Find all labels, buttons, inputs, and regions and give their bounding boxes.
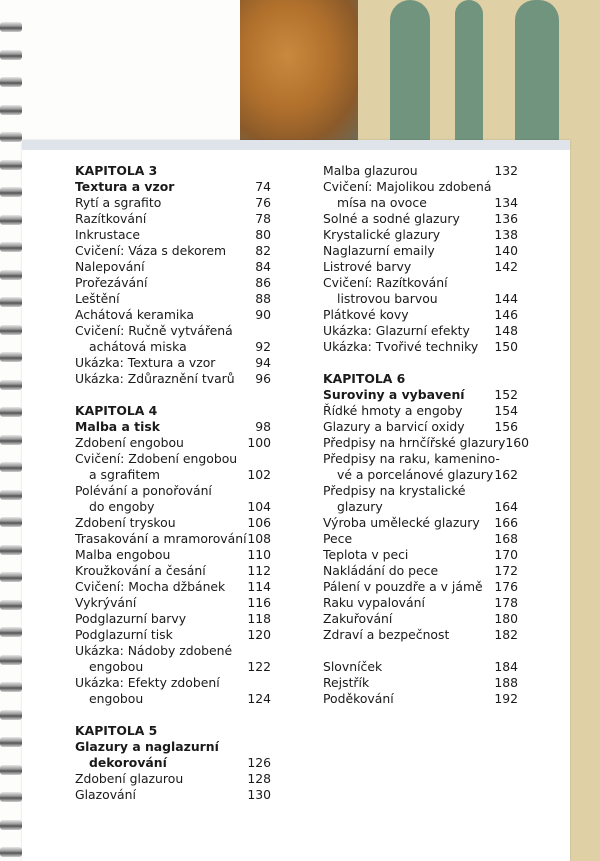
toc-entry [323,691,518,707]
page-number: 110 [247,547,271,562]
page-number: 164 [494,499,518,514]
toc-entry [323,451,518,467]
chapter-title [75,419,271,435]
toc-entry-text: Zdobení engobou [75,435,184,450]
toc-entry-text: Glazování [75,787,136,802]
toc-entry [323,307,518,323]
toc-entry-text: Zdraví a bezpečnost [323,627,450,642]
toc-entry [323,611,518,627]
toc-entry [75,483,271,499]
toc-entry-text: do engoby [89,499,155,514]
chapter-label: KAPITOLA 5 [75,723,158,738]
toc-entry-text: Cvičení: Mocha džbánek [75,579,226,594]
spiral-ring [0,77,22,87]
toc-entry [323,499,518,515]
toc-entry-text: Poděkování [323,691,394,706]
toc-entry-text: listrovou barvou [337,291,438,306]
page-number: 128 [247,771,271,786]
page-number: 142 [494,259,518,274]
spiral-ring [0,22,22,32]
toc-entry [75,323,271,339]
page-number: 152 [494,387,518,402]
page-number: 108 [247,531,271,546]
spiral-ring [0,132,22,142]
toc-entry [75,339,271,355]
amber-glaze-area [240,0,358,140]
toc-entry-text: Pece [323,531,353,546]
toc-entry [75,787,271,803]
toc-entry [75,579,271,595]
toc-entry-text: Cvičení: Majolikou zdobená [323,179,492,194]
page-number: 134 [494,195,518,210]
toc-entry-text: Rytí a sgrafito [75,195,162,210]
toc-entry [75,595,271,611]
toc-entry [75,371,271,387]
page-number: 154 [494,403,518,418]
page-number: 126 [247,755,271,770]
page-number: 118 [247,611,271,626]
page-number: 166 [494,515,518,530]
toc-entry-text: Ukázka: Tvořivé techniky [323,339,479,354]
toc-entry-text: Zdobení glazurou [75,771,184,786]
spiral-ring [0,160,22,170]
page-number: 138 [494,227,518,242]
toc-entry-text: Ukázka: Glazurní efekty [323,323,470,338]
spiral-ring [0,380,22,390]
toc-entry [75,307,271,323]
toc-entry-text: Achátová keramika [75,307,194,322]
toc-entry [75,195,271,211]
toc-entry [323,435,530,451]
page-number: 78 [255,211,271,226]
spiral-ring [0,600,22,610]
toc-entry-text: Polévání a ponořování [75,483,212,498]
toc-right-column [323,163,530,707]
page-number: 144 [494,291,518,306]
toc-entry-text: Nakládání do pece [323,563,439,578]
spiral-ring [0,820,22,830]
toc-entry-text: Razítkování [75,211,147,226]
toc-gap [75,707,271,723]
page-number: 168 [494,531,518,546]
spiral-ring [0,627,22,637]
chapter-title-text: Glazury a naglazurní [75,739,219,754]
toc-entry-text: Cvičení: Razítkování [323,275,448,290]
toc-entry [75,515,271,531]
toc-entry [75,643,271,659]
toc-entry-text: Rejstřík [323,675,370,690]
toc-entry [323,323,518,339]
toc-entry [75,611,271,627]
toc-entry [75,291,271,307]
spiral-ring [0,682,22,692]
page-number: 76 [255,195,271,210]
page-number: 98 [255,419,271,434]
toc-entry-text: Inkrustace [75,227,140,242]
chapter-title [323,387,518,403]
toc-gap [75,387,271,403]
toc-entry-text: Glazury a barvicí oxidy [323,419,465,434]
spiral-ring [0,490,22,500]
page-number: 94 [255,355,271,370]
toc-entry [323,579,518,595]
toc-entry-text: Raku vypalování [323,595,425,610]
toc-gap [323,643,518,659]
spiral-ring [0,407,22,417]
toc-entry-text: Zdobení tryskou [75,515,176,530]
spiral-ring [0,297,22,307]
page-number: 148 [494,323,518,338]
page-number: 104 [247,499,271,514]
chapter-title-text: Malba a tisk [75,419,160,434]
toc-entry [323,483,518,499]
toc-entry [75,547,271,563]
page-number: 170 [494,547,518,562]
toc-entry [323,595,518,611]
spiral-ring [0,105,22,115]
page-number: 160 [505,435,530,450]
toc-entry [323,163,518,179]
page-number: 100 [247,435,271,450]
toc-entry-text: Listrové barvy [323,259,412,274]
page-number: 176 [494,579,518,594]
chapter-title-text: dekorování [89,755,167,770]
toc-entry-text: Malba engobou [75,547,171,562]
spiral-ring [0,737,22,747]
page-number: 96 [255,371,271,386]
chapter-label: KAPITOLA 4 [75,403,158,418]
page-number: 92 [255,339,271,354]
toc-entry [323,211,518,227]
page-number: 106 [247,515,271,530]
toc-entry [323,259,518,275]
toc-gap [323,355,518,371]
page-number: 156 [494,419,518,434]
toc-entry [75,691,271,707]
toc-entry-text: Plátkové kovy [323,307,409,322]
spiral-ring [0,215,22,225]
spiral-ring [0,792,22,802]
toc-entry [75,627,271,643]
toc-entry [323,659,518,675]
spiral-ring [0,50,22,60]
page-number: 84 [255,259,271,274]
chapter-title [75,739,271,755]
toc-entry [323,547,518,563]
page-number: 182 [494,627,518,642]
page-number: 150 [494,339,518,354]
chapter-heading [75,403,271,419]
toc-entry-text: Podglazurní tisk [75,627,173,642]
toc-entry-text: glazury [337,499,383,514]
toc-entry-text: Cvičení: Ručně vytvářená [75,323,233,338]
toc-entry [75,243,271,259]
chapter-title-text: Textura a vzor [75,179,175,194]
toc-entry [323,227,518,243]
toc-entry-text: Cvičení: Zdobení engobou [75,451,238,466]
toc-entry [75,227,271,243]
spiral-ring [0,847,22,857]
toc-entry [323,467,518,483]
toc-entry [75,675,271,691]
toc-entry-text: mísa na ovoce [337,195,427,210]
toc-panel-header-bar [22,140,570,150]
toc-entry [323,291,518,307]
toc-entry [323,515,518,531]
spiral-ring [0,270,22,280]
toc-left-column [75,163,271,803]
page-number: 112 [247,563,271,578]
toc-entry-text: Trasakování a mramorování [75,531,247,546]
page-number: 90 [255,307,271,322]
toc-entry-text: engobou [89,659,144,674]
toc-entry-text: Výroba umělecké glazury [323,515,480,530]
spiral-ring [0,517,22,527]
spiral-ring [0,765,22,775]
page-number: 162 [494,467,518,482]
chapter-label: KAPITOLA 3 [75,163,158,178]
toc-entry-text: Vykrývání [75,595,137,610]
page-number: 116 [247,595,271,610]
toc-entry-text: vé a porcelánové glazury [337,467,494,482]
toc-entry-text: Ukázka: Nádoby zdobené [75,643,233,658]
chapter-title [75,179,271,195]
chapter-title-text: Suroviny a vybavení [323,387,465,402]
page-number: 172 [494,563,518,578]
toc-entry-text: Pálení v pouzdře a v jámě [323,579,483,594]
page-number: 184 [494,659,518,674]
toc-entry [323,275,518,291]
toc-entry-text: Solné a sodné glazury [323,211,460,226]
spiral-ring [0,710,22,720]
toc-entry [323,403,518,419]
toc-entry-text: Předpisy na krystalické [323,483,466,498]
spiral-ring [0,462,22,472]
toc-entry-text: Řídké hmoty a engoby [323,403,463,418]
spiral-ring [0,572,22,582]
toc-entry [323,627,518,643]
toc-entry [75,451,271,467]
page-number: 120 [247,627,271,642]
toc-entry-text: Ukázka: Efekty zdobení [75,675,220,690]
toc-entry [75,563,271,579]
toc-entry [323,179,518,195]
toc-entry [323,563,518,579]
toc-entry-text: Předpisy na raku, kamenino- [323,451,500,466]
toc-entry [75,355,271,371]
page-number: 132 [494,163,518,178]
toc-entry [75,467,271,483]
toc-entry-text: Cvičení: Váza s dekorem [75,243,227,258]
page-number: 180 [494,611,518,626]
chapter-heading [75,723,271,739]
page-number: 192 [494,691,518,706]
toc-entry-text: Předpisy na hrnčířské glazury [323,435,506,450]
toc-entry [323,531,518,547]
toc-entry-text: Krystalické glazury [323,227,441,242]
page-number: 82 [255,243,271,258]
page-number: 114 [247,579,271,594]
spiral-ring [0,545,22,555]
toc-entry-text: Slovníček [323,659,383,674]
toc-entry [323,419,518,435]
page-number: 80 [255,227,271,242]
toc-entry-text: Ukázka: Zdůraznění tvarů [75,371,235,386]
toc-entry [75,531,271,547]
toc-entry-text: Teplota v peci [323,547,409,562]
toc-entry [323,675,518,691]
toc-entry-text: Zakuřování [323,611,393,626]
toc-entry-text: Kroužkování a česání [75,563,206,578]
spiral-ring [0,655,22,665]
toc-entry [75,211,271,227]
toc-entry-text: a sgrafitem [89,467,160,482]
page-number: 188 [494,675,518,690]
spiral-ring [0,242,22,252]
toc-entry-text: Leštění [75,291,120,306]
chapter-heading [323,371,518,387]
toc-entry [75,771,271,787]
page-number: 122 [247,659,271,674]
page-number: 136 [494,211,518,226]
chapter-heading [75,163,271,179]
page-number: 146 [494,307,518,322]
toc-entry [323,243,518,259]
page-number: 86 [255,275,271,290]
spiral-binding [0,0,22,861]
page-number: 88 [255,291,271,306]
toc-entry-text: Podglazurní barvy [75,611,187,626]
toc-entry-text: Prořezávání [75,275,148,290]
page-number: 124 [247,691,271,706]
page-number: 130 [247,787,271,802]
chapter-label: KAPITOLA 6 [323,371,406,386]
page-number: 178 [494,595,518,610]
spiral-ring [0,435,22,445]
spiral-ring [0,325,22,335]
toc-entry [75,275,271,291]
toc-entry [323,195,518,211]
toc-entry-text: engobou [89,691,144,706]
page-number: 140 [494,243,518,258]
toc-entry [75,259,271,275]
toc-entry-text: achátová miska [89,339,187,354]
chapter-title [75,755,271,771]
toc-entry-text: Ukázka: Textura a vzor [75,355,216,370]
toc-entry-text: Nalepování [75,259,145,274]
toc-entry [75,499,271,515]
page-number: 102 [247,467,271,482]
spiral-ring [0,352,22,362]
toc-entry [75,435,271,451]
page-number: 74 [255,179,271,194]
spiral-ring [0,187,22,197]
toc-entry [323,339,518,355]
toc-entry-text: Malba glazurou [323,163,418,178]
toc-entry [75,659,271,675]
toc-entry-text: Naglazurní emaily [323,243,435,258]
